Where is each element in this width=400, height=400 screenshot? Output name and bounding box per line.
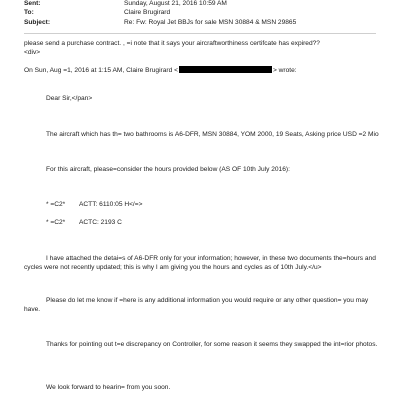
thanks-text: Thanks for pointing out t=e discrepancy on Controller, for some reason it seems they swapped the int=rior photos. (46, 341, 378, 348)
subject-value: Re: Fw: Royal Jet BBJs for sale MSN 30884 & MSN 29865 (124, 19, 297, 26)
reply-line: please send a purchase contract. , =i note that it says your aircraftworthiness certifcate has expired?? (24, 40, 320, 47)
sent-value: Sunday, August 21, 2016 10:59 AM (124, 0, 227, 7)
quote-header (24, 66, 297, 76)
quote-prefix: On Sun, Aug =1, 2016 at 1:15 AM, Claire Brugirard < (24, 67, 178, 74)
header-divider (24, 33, 376, 34)
sent-label: Sent: (24, 0, 41, 7)
subject-label: Subject: (24, 19, 51, 26)
bullet-actc-mark: * =C2* (46, 219, 66, 226)
div-tag-line: <div> (24, 49, 41, 56)
hours-intro-paragraph: For this aircraft, please=consider the hours provided below (AS OF 10th July 2016): (46, 166, 290, 173)
bullet-actc-text: ACTC: 2193 C (79, 219, 122, 226)
quote-suffix: > wrote: (272, 67, 297, 74)
subject-row (24, 19, 390, 29)
thanks-paragraph (24, 341, 380, 350)
bullet-actt-mark: * =C2* (46, 201, 66, 208)
let-me-know-paragraph (24, 297, 380, 314)
redacted-email-block (179, 66, 272, 73)
attached-paragraph (24, 255, 380, 272)
to-row (24, 9, 390, 19)
bullet-actt (46, 201, 143, 210)
aircraft-paragraph: The aircraft which has th= two bathrooms is A6-DFR, MSN 30884, YOM 2000, 19 Seats, Asking price USD =2 Mio (46, 131, 379, 138)
bullet-actc (46, 219, 122, 228)
let-me-know-text: Please do let me know if =here is any additional information you would require or any other question= you may have. (24, 297, 369, 313)
bullet-actt-text: ACTT: 6110:05 H</=> (79, 201, 143, 208)
to-label: To: (24, 9, 34, 16)
to-value: Claire Brugirard (124, 9, 171, 16)
greeting: Dear Sir,</pan> (46, 95, 93, 102)
attached-text: I have attached the detai=s of A6-DFR only for your information; however, in these two documents the=hours and cycles were not recently updated; this is why I am giving you the hours and cycles as of 10th July.</u> (24, 255, 376, 271)
closing-line: We look forward to hearin= from you soon. (46, 384, 171, 391)
